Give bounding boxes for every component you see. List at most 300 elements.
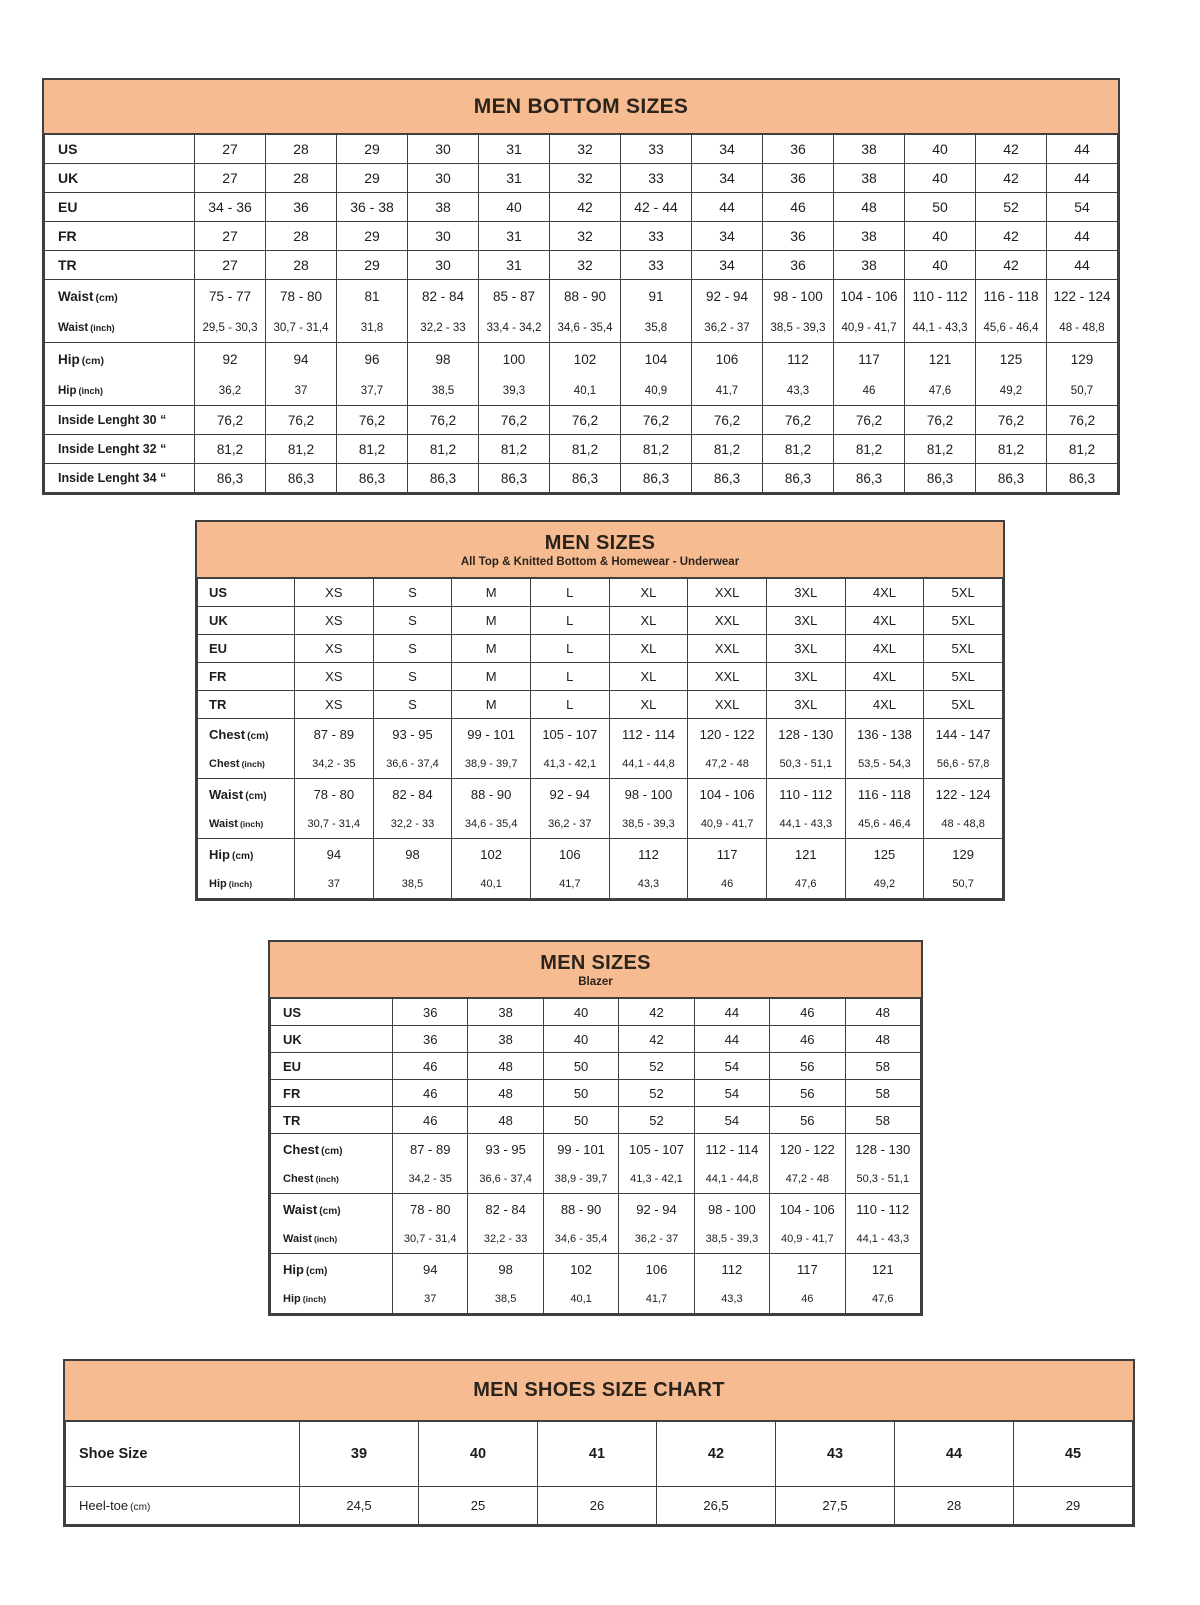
cell: 48 (845, 1026, 920, 1053)
table-row-hip-cm (271, 1254, 921, 1286)
cell: 3XL (766, 579, 845, 607)
cell: L (530, 607, 609, 635)
table-row-fr (45, 222, 1118, 251)
row-label-text: Shoe Size (79, 1446, 148, 1462)
row-label (198, 635, 295, 663)
cell: 121 (845, 1254, 920, 1286)
cell: 42 (619, 1026, 694, 1053)
cell: XS (295, 691, 374, 719)
cell: 86,3 (195, 464, 266, 493)
cell: 86,3 (408, 464, 479, 493)
table-subtitle: Blazer (578, 975, 613, 988)
cell: 47,6 (905, 376, 976, 406)
cell: 50 (905, 193, 976, 222)
row-label-text: FR (209, 669, 227, 684)
row-label (198, 839, 295, 871)
cell: 110 - 112 (766, 779, 845, 811)
cell: 86,3 (621, 464, 692, 493)
cell: 81 (337, 280, 408, 314)
row-label (45, 251, 195, 280)
cell: 104 - 106 (834, 280, 905, 314)
cell: 99 - 101 (543, 1134, 618, 1166)
cell: 52 (976, 193, 1047, 222)
cell: 78 - 80 (266, 280, 337, 314)
cell: 81,2 (905, 435, 976, 464)
cell: 44,1 - 43,3 (905, 313, 976, 343)
cell: 42 (976, 251, 1047, 280)
cell: 44 (1047, 135, 1118, 164)
cell: 29 (337, 135, 408, 164)
cell: 52 (619, 1107, 694, 1134)
row-label-text: US (209, 585, 228, 600)
table-row-hip-cm (45, 343, 1118, 377)
cell: 34 (692, 135, 763, 164)
row-label-text: US (283, 1004, 302, 1020)
cell: 116 - 118 (976, 280, 1047, 314)
table-row-uk (198, 607, 1003, 635)
cell: 50 (543, 1053, 618, 1080)
cell: 40,9 - 41,7 (834, 313, 905, 343)
row-label-text: Hip (209, 847, 230, 862)
men-sizes-tops-grid (197, 578, 1003, 899)
row-label (198, 810, 295, 839)
cell: 121 (766, 839, 845, 871)
cell: 50,7 (924, 870, 1003, 899)
men-bottom-sizes-table (42, 78, 1120, 495)
cell: 82 - 84 (373, 779, 452, 811)
cell: 46 (770, 1026, 845, 1053)
cell: 46 (393, 1107, 468, 1134)
cell: 40 (543, 999, 618, 1026)
cell: 3XL (766, 691, 845, 719)
cell: 117 (834, 343, 905, 377)
cell: 30,7 - 31,4 (393, 1225, 468, 1254)
cell: 112 - 114 (694, 1134, 769, 1166)
cell: 38,5 - 39,3 (609, 810, 688, 839)
cell: 48 (845, 999, 920, 1026)
cell: 40 (905, 135, 976, 164)
cell: 37,7 (337, 376, 408, 406)
row-label (271, 1254, 393, 1286)
cell: 43,3 (763, 376, 834, 406)
row-label-text: EU (283, 1058, 302, 1074)
cell: 125 (845, 839, 924, 871)
cell: 54 (694, 1053, 769, 1080)
cell: XS (295, 607, 374, 635)
cell: 44,1 - 44,8 (609, 750, 688, 779)
cell: 30 (408, 222, 479, 251)
table-row-fr (198, 663, 1003, 691)
row-label (45, 222, 195, 251)
cell: 48 (834, 193, 905, 222)
cell: 27 (195, 164, 266, 193)
cell: 50,7 (1047, 376, 1118, 406)
cell: 48 (468, 1107, 543, 1134)
cell: 104 (621, 343, 692, 377)
cell: XXL (688, 579, 767, 607)
cell: 105 - 107 (530, 719, 609, 751)
cell: 56 (770, 1053, 845, 1080)
row-label (271, 1194, 393, 1226)
cell: 28 (266, 135, 337, 164)
cell: S (373, 579, 452, 607)
cell: 31 (479, 222, 550, 251)
cell: 46 (393, 1053, 468, 1080)
cell: 46 (770, 1285, 845, 1314)
row-label-unit: (cm) (81, 355, 104, 367)
table-title: MEN BOTTOM SIZES (473, 94, 689, 118)
cell: 36,6 - 37,4 (373, 750, 452, 779)
cell: 30 (408, 251, 479, 280)
cell: 48 (468, 1080, 543, 1107)
row-label (198, 691, 295, 719)
cell: 38 (834, 164, 905, 193)
cell: 27,5 (776, 1487, 895, 1525)
cell: 94 (393, 1254, 468, 1286)
cell: 128 - 130 (766, 719, 845, 751)
cell: 5XL (924, 663, 1003, 691)
row-label-text: FR (58, 228, 77, 244)
table-row-waist-cm (198, 779, 1003, 811)
cell: 36 (763, 251, 834, 280)
cell: XS (295, 579, 374, 607)
cell: 48 - 48,8 (1047, 313, 1118, 343)
cell: 36,2 (195, 376, 266, 406)
cell: 34,6 - 35,4 (452, 810, 531, 839)
table-row-uk (45, 164, 1118, 193)
cell: 42 (550, 193, 621, 222)
row-label (198, 607, 295, 635)
cell: 76,2 (1047, 406, 1118, 435)
cell: 125 (976, 343, 1047, 377)
table-row-inside-lenght-30 (45, 406, 1118, 435)
cell: 44 (692, 193, 763, 222)
cell: 81,2 (479, 435, 550, 464)
cell: 38 (834, 135, 905, 164)
cell: 34 (692, 222, 763, 251)
cell: 38,9 - 39,7 (452, 750, 531, 779)
cell: 38,9 - 39,7 (543, 1165, 618, 1194)
cell: 48 (468, 1053, 543, 1080)
cell: 31 (479, 135, 550, 164)
cell: 50,3 - 51,1 (766, 750, 845, 779)
cell: S (373, 663, 452, 691)
cell: 120 - 122 (688, 719, 767, 751)
cell: 43,3 (609, 870, 688, 899)
table-row-hip-inch (198, 870, 1003, 899)
row-label-text: UK (58, 170, 79, 186)
cell: 31 (479, 251, 550, 280)
cell: 88 - 90 (543, 1194, 618, 1226)
cell: 105 - 107 (619, 1134, 694, 1166)
row-label (271, 1080, 393, 1107)
cell: 76,2 (337, 406, 408, 435)
cell: 120 - 122 (770, 1134, 845, 1166)
cell: 32,2 - 33 (468, 1225, 543, 1254)
men-sizes-tops-header (197, 522, 1003, 578)
cell: 3XL (766, 607, 845, 635)
cell: 86,3 (1047, 464, 1118, 493)
cell: 40 (905, 164, 976, 193)
cell: M (452, 691, 531, 719)
table-subtitle: All Top & Knitted Bottom & Homewear - Underwear (460, 555, 740, 568)
cell: 34,6 - 35,4 (543, 1225, 618, 1254)
row-label (45, 164, 195, 193)
cell: 42 (976, 135, 1047, 164)
table-row-uk (271, 1026, 921, 1053)
row-label-text: Hip (58, 352, 80, 367)
row-label-unit: (inch) (241, 759, 265, 769)
cell: 98 - 100 (609, 779, 688, 811)
table-row-chest-cm (271, 1134, 921, 1166)
row-label-text: Hip (209, 878, 227, 890)
cell: 32,2 - 33 (408, 313, 479, 343)
cell: 92 - 94 (692, 280, 763, 314)
cell: 33 (621, 251, 692, 280)
row-label-unit: (inch) (78, 385, 103, 396)
cell: 34 - 36 (195, 193, 266, 222)
table-row-hip-inch (271, 1285, 921, 1314)
cell: 58 (845, 1107, 920, 1134)
cell: 41,7 (692, 376, 763, 406)
cell: 87 - 89 (295, 719, 374, 751)
row-label-text: Chest (209, 758, 240, 770)
table-row-waist-inch (45, 313, 1118, 343)
cell: 4XL (845, 663, 924, 691)
table-row-waist-cm (45, 280, 1118, 314)
row-label-text: Hip (58, 384, 77, 397)
cell: 129 (1047, 343, 1118, 377)
cell: 25 (419, 1487, 538, 1525)
row-label (271, 1107, 393, 1134)
row-label (198, 750, 295, 779)
cell: 81,2 (621, 435, 692, 464)
cell: S (373, 635, 452, 663)
cell: 86,3 (976, 464, 1047, 493)
cell: 46 (834, 376, 905, 406)
table-row-chest-inch (198, 750, 1003, 779)
table-row-inside-lenght-32 (45, 435, 1118, 464)
cell: 44 (694, 999, 769, 1026)
cell: 91 (621, 280, 692, 314)
table-row-tr (45, 251, 1118, 280)
table-row-us (45, 135, 1118, 164)
cell: 78 - 80 (295, 779, 374, 811)
table-row-chest-cm (198, 719, 1003, 751)
cell: 93 - 95 (468, 1134, 543, 1166)
cell: XXL (688, 691, 767, 719)
cell: XL (609, 663, 688, 691)
row-label-text: Waist (58, 321, 89, 334)
cell: 47,6 (845, 1285, 920, 1314)
men-bottom-sizes-header (44, 80, 1118, 134)
cell: 86,3 (550, 464, 621, 493)
cell: 86,3 (337, 464, 408, 493)
cell: 58 (845, 1080, 920, 1107)
cell: 106 (619, 1254, 694, 1286)
cell: 32 (550, 251, 621, 280)
row-label-text: Waist (283, 1233, 312, 1245)
cell: L (530, 691, 609, 719)
row-label (45, 376, 195, 406)
cell: XL (609, 691, 688, 719)
cell: 41,7 (530, 870, 609, 899)
men-sizes-blazer-grid (270, 998, 921, 1314)
row-label (271, 1285, 393, 1314)
row-label-text: Inside Lenght 34 “ (58, 471, 167, 485)
table-row-eu (45, 193, 1118, 222)
table-row-us (271, 999, 921, 1026)
table-row-hip-inch (45, 376, 1118, 406)
cell: 112 - 114 (609, 719, 688, 751)
cell: 30,7 - 31,4 (295, 810, 374, 839)
cell: 39 (300, 1422, 419, 1487)
cell: 102 (452, 839, 531, 871)
cell: 31 (479, 164, 550, 193)
cell: 81,2 (337, 435, 408, 464)
row-label-text: Waist (58, 289, 94, 304)
cell: 47,2 - 48 (688, 750, 767, 779)
cell: 46 (770, 999, 845, 1026)
cell: 36,2 - 37 (619, 1225, 694, 1254)
cell: 82 - 84 (408, 280, 479, 314)
row-label (45, 135, 195, 164)
row-label-unit: (inch) (228, 879, 253, 889)
cell: 32 (550, 222, 621, 251)
cell: 36 (763, 164, 834, 193)
cell: XL (609, 607, 688, 635)
cell: 4XL (845, 579, 924, 607)
cell: 27 (195, 251, 266, 280)
cell: 98 (468, 1254, 543, 1286)
cell: 36 (266, 193, 337, 222)
row-label-unit: (cm) (321, 1146, 343, 1157)
cell: 76,2 (834, 406, 905, 435)
row-label-text: UK (283, 1031, 302, 1047)
cell: XXL (688, 607, 767, 635)
cell: XS (295, 635, 374, 663)
cell: L (530, 663, 609, 691)
cell: M (452, 663, 531, 691)
row-label-unit: (inch) (90, 322, 115, 333)
table-row-chest-inch (271, 1165, 921, 1194)
row-label-text: Hip (283, 1293, 301, 1305)
row-label-text: TR (209, 697, 227, 712)
cell: 36 - 38 (337, 193, 408, 222)
cell: 92 - 94 (619, 1194, 694, 1226)
cell: 50 (543, 1080, 618, 1107)
cell: 41,7 (619, 1285, 694, 1314)
cell: M (452, 607, 531, 635)
cell: 53,5 - 54,3 (845, 750, 924, 779)
cell: 40,9 - 41,7 (688, 810, 767, 839)
cell: 37 (393, 1285, 468, 1314)
cell: 121 (905, 343, 976, 377)
men-sizes-blazer-header (270, 942, 921, 998)
cell: 40,1 (452, 870, 531, 899)
cell: 102 (550, 343, 621, 377)
cell: S (373, 691, 452, 719)
cell: 76,2 (763, 406, 834, 435)
cell: 75 - 77 (195, 280, 266, 314)
table-row-waist-cm (271, 1194, 921, 1226)
cell: 38 (834, 251, 905, 280)
cell: 104 - 106 (688, 779, 767, 811)
cell: 104 - 106 (770, 1194, 845, 1226)
cell: 34,2 - 35 (295, 750, 374, 779)
cell: 3XL (766, 635, 845, 663)
cell: 129 (924, 839, 1003, 871)
cell: 33 (621, 135, 692, 164)
cell: 45 (1014, 1422, 1133, 1487)
cell: 34,6 - 35,4 (550, 313, 621, 343)
table-row-hip-cm (198, 839, 1003, 871)
row-label-text: Inside Lenght 32 “ (58, 442, 167, 456)
cell: 48 - 48,8 (924, 810, 1003, 839)
cell: 122 - 124 (1047, 280, 1118, 314)
cell: 39,3 (479, 376, 550, 406)
cell: 29,5 - 30,3 (195, 313, 266, 343)
cell: 30 (408, 164, 479, 193)
cell: 102 (543, 1254, 618, 1286)
cell: 3XL (766, 663, 845, 691)
row-label (45, 280, 195, 314)
cell: 52 (619, 1080, 694, 1107)
cell: 36,2 - 37 (530, 810, 609, 839)
cell: 76,2 (266, 406, 337, 435)
cell: 37 (295, 870, 374, 899)
cell: 110 - 112 (845, 1194, 920, 1226)
cell: 29 (1014, 1487, 1133, 1525)
cell: 32,2 - 33 (373, 810, 452, 839)
row-label-text: Heel-toe (79, 1498, 129, 1513)
cell: 24,5 (300, 1487, 419, 1525)
row-label-text: EU (58, 199, 78, 215)
table-row-eu (198, 635, 1003, 663)
cell: 98 (408, 343, 479, 377)
row-label-unit: (inch) (239, 819, 264, 829)
cell: 32 (550, 164, 621, 193)
cell: 112 (763, 343, 834, 377)
table-title: MEN SIZES (544, 531, 656, 554)
cell: 86,3 (834, 464, 905, 493)
cell: 36,6 - 37,4 (468, 1165, 543, 1194)
table-row-us (198, 579, 1003, 607)
cell: 44 (895, 1422, 1014, 1487)
cell: 76,2 (692, 406, 763, 435)
row-label (66, 1422, 300, 1487)
cell: 29 (337, 251, 408, 280)
table-title: MEN SIZES (540, 951, 651, 974)
cell: 30,7 - 31,4 (266, 313, 337, 343)
cell: 76,2 (550, 406, 621, 435)
row-label (45, 313, 195, 343)
cell: 76,2 (621, 406, 692, 435)
cell: 93 - 95 (373, 719, 452, 751)
cell: 45,6 - 46,4 (976, 313, 1047, 343)
cell: 38 (834, 222, 905, 251)
cell: 36 (393, 999, 468, 1026)
cell: 85 - 87 (479, 280, 550, 314)
cell: 5XL (924, 607, 1003, 635)
table-row-waist-inch (271, 1225, 921, 1254)
men-sizes-blazer-table (268, 940, 923, 1316)
cell: 78 - 80 (393, 1194, 468, 1226)
cell: 122 - 124 (924, 779, 1003, 811)
cell: 81,2 (763, 435, 834, 464)
cell: 100 (479, 343, 550, 377)
row-label-text: UK (209, 613, 228, 628)
